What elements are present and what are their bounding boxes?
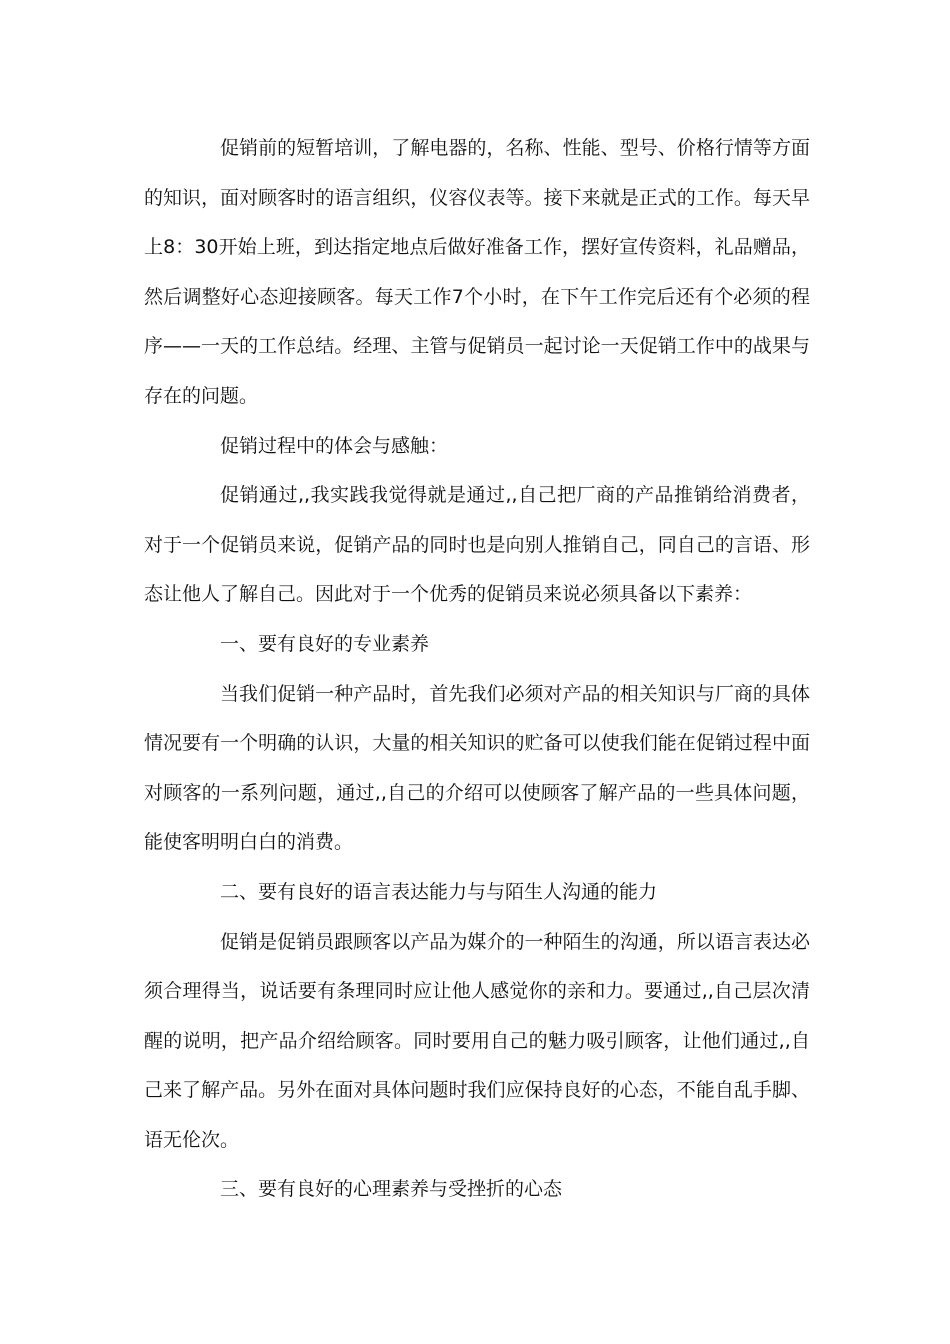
section-heading-professional: 一、要有良好的专业素养	[220, 632, 430, 655]
document-body	[144, 124, 810, 1215]
section-heading-psychology: 三、要有良好的心理素养与受挫折的心态	[220, 1178, 563, 1201]
section-heading-communication: 二、要有良好的语言表达能力与与陌生人沟通的能力	[220, 880, 658, 903]
paragraph-training: 促销前的短暂培训，了解电器的，名称、性能、型号、价格行情等方面的知识，面对顾客时的语言组织，仪容仪表等。接下来就是正式的工作。每天早上8：30开始上班，到达指定地点后做好准备工作，摆好宣传资料，礼品赠品，然后调整好心态迎接顾客。每天工作7个小时，在下午工作完后还有个必须的程序——一天的工作总结。经理、主管与促销员一起讨论一天促销工作中的战果与存在的问题。	[144, 137, 810, 407]
paragraph-experience-heading: 促销过程中的体会与感触：	[220, 434, 449, 457]
paragraph-professional: 当我们促销一种产品时，首先我们必须对产品的相关知识与厂商的具体情况要有一个明确的认识，大量的相关知识的贮备可以使我们能在促销过程中面对顾客的一系列问题，通过,,自己的介绍可以使顾客了解产品的一些具体问题，能使客明明白白的消费。	[144, 682, 810, 854]
paragraph-promotion-meaning: 促销通过,,我实践我觉得就是通过,,自己把厂商的产品推销给消费者，对于一个促销员来说，促销产品的同时也是向别人推销自己，同自己的言语、形态让他人了解自己。因此对于一个优秀的促销员来说必须具备以下素养：	[144, 484, 810, 606]
paragraph-communication: 促销是促销员跟顾客以产品为媒介的一种陌生的沟通，所以语言表达必须合理得当，说话要有条理同时应让他人感觉你的亲和力。要通过,,自己层次清醒的说明，把产品介绍给顾客。同时要用自己的魅力吸引顾客，让他们通过,,自己来了解产品。另外在面对具体问题时我们应保持良好的心态，不能自乱手脚、语无伦次。	[144, 930, 810, 1151]
